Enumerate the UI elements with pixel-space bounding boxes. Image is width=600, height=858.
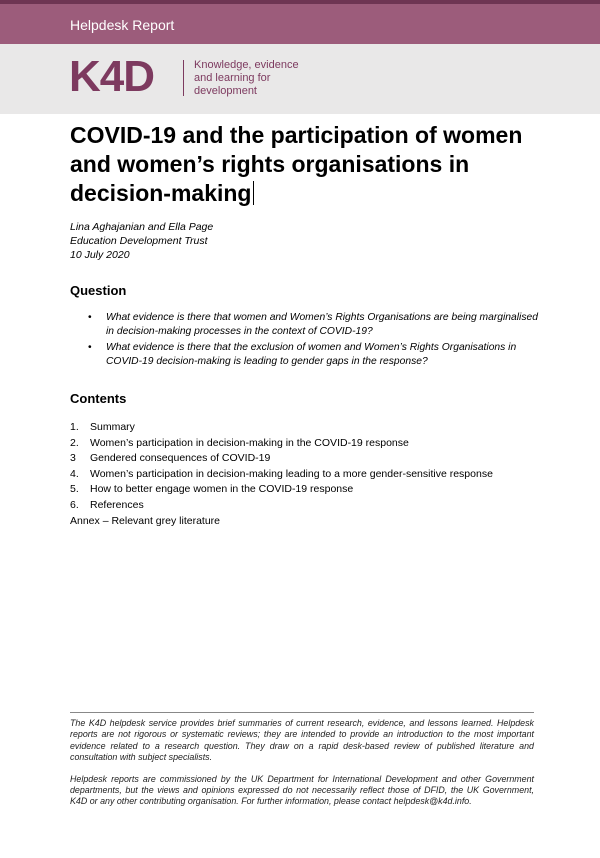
document-title[interactable]: [70, 121, 540, 208]
contents-number: 4.: [70, 467, 79, 480]
question-heading: Question: [70, 283, 127, 298]
disclaimer-paragraph-1: The K4D helpdesk service provides brief summaries of current research, evidence, and lessons learned. Helpdesk reports are not rigorous or systematic reviews; they are intended to provide an introduction to the most important evidence related to a research question. They draw on a rapid desk-based review of published literature and consultation with subject specialists.: [70, 718, 534, 763]
header-bar: [0, 0, 600, 44]
question-item: [88, 311, 538, 339]
disclaimer-footer: [70, 712, 534, 818]
k4d-logo: K4D: [69, 52, 155, 101]
logo-tagline: [194, 59, 334, 98]
contents-list: [70, 420, 493, 529]
question-text: What evidence is there that women and Women’s Rights Organisations are being marginalised in decision-making processes in the context of COVID-19?: [106, 312, 538, 337]
contents-item-summary[interactable]: [70, 420, 493, 436]
contents-label: References: [90, 498, 144, 511]
tagline-line-1: Knowledge, evidence: [194, 59, 299, 71]
contents-item-gender-sensitive[interactable]: [70, 467, 493, 483]
contents-label: Women’s participation in decision-making in the COVID-19 response: [90, 436, 409, 449]
organisation: Education Development Trust: [70, 235, 208, 247]
contents-label: Women’s participation in decision-making leading to a more gender-sensitive response: [90, 467, 493, 480]
disclaimer-paragraph-2: Helpdesk reports are commissioned by the UK Department for International Development and other Government departments, but the views and opinions expressed do not necessarily reflect those of DFID, the UK Government, K4D or any other contributing organisation. For further information, please contact helpdesk@k4d.info.: [70, 773, 534, 807]
contents-label: Gendered consequences of COVID-19: [90, 452, 271, 465]
contents-number: 2.: [70, 436, 79, 449]
logo-divider: [183, 60, 184, 96]
contents-number: 3: [70, 452, 76, 465]
contents-number: 5.: [70, 483, 79, 496]
contents-item-engage[interactable]: [70, 482, 493, 498]
text-cursor: [253, 181, 254, 205]
contents-heading: Contents: [70, 391, 127, 406]
report-type-label: Helpdesk Report: [70, 17, 175, 33]
contents-number: 1.: [70, 421, 79, 433]
contents-number: 6.: [70, 498, 79, 511]
contents-item-references[interactable]: [70, 498, 493, 514]
document-title-text: COVID-19 and the participation of women and women’s rights organisations in decision-making: [70, 122, 523, 206]
tagline-line-3: development: [194, 85, 257, 97]
tagline-line-2: and learning for: [194, 72, 271, 84]
question-list: [88, 311, 538, 371]
contents-label: How to better engage women in the COVID-19 response: [90, 483, 354, 496]
contents-item-consequences[interactable]: [70, 451, 493, 467]
publication-date: 10 July 2020: [70, 249, 130, 261]
document-meta: [70, 220, 213, 262]
contents-item-annex[interactable]: Annex – Relevant grey literature: [70, 514, 220, 527]
bullet-icon: •: [88, 342, 92, 353]
question-text: What evidence is there that the exclusion of women and Women’s Rights Organisations in COVID-19 decision-making is leading to gender gaps in the response?: [106, 342, 517, 367]
question-item: [88, 341, 538, 369]
contents-item-participation[interactable]: [70, 436, 493, 452]
contents-label: Summary: [90, 421, 135, 433]
bullet-icon: •: [88, 312, 92, 323]
authors: Lina Aghajanian and Ella Page: [70, 221, 214, 233]
